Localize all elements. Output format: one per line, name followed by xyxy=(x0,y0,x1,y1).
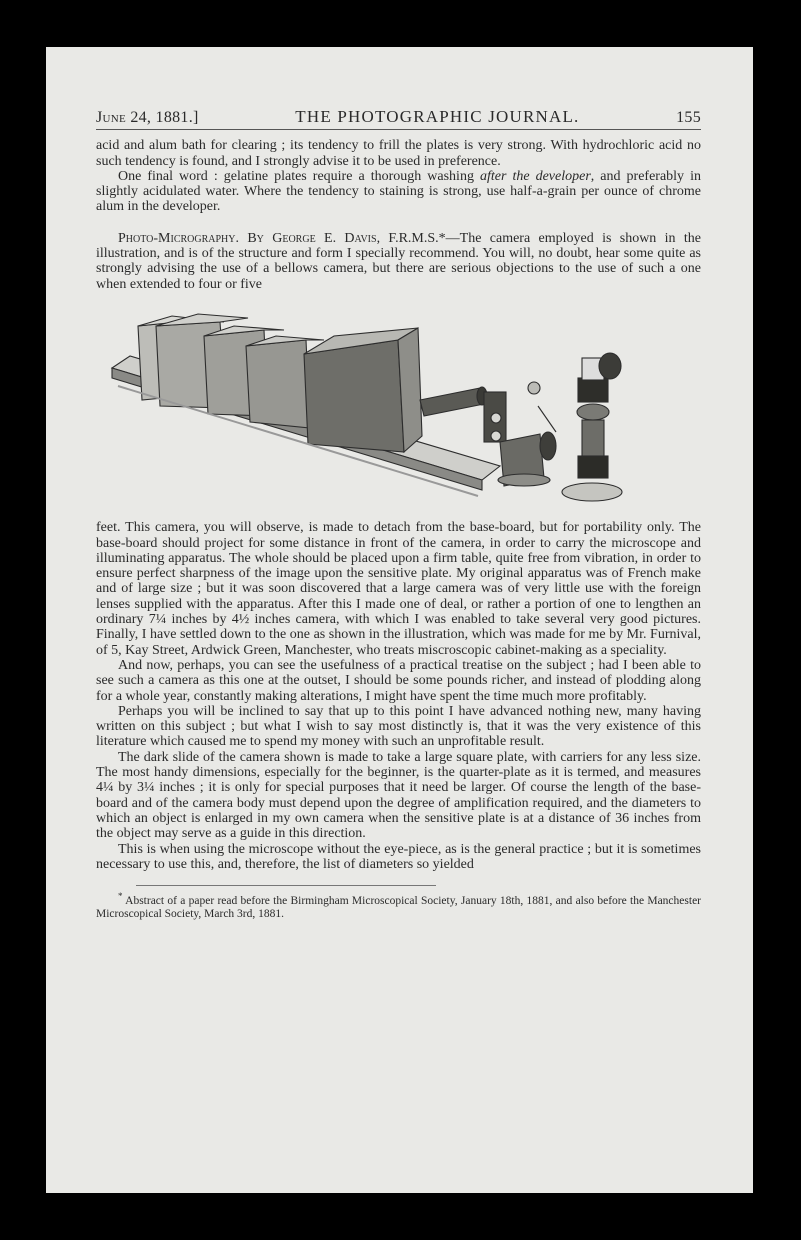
footnote-rule xyxy=(136,885,436,886)
footnote-mark: * xyxy=(118,891,123,902)
article-heading: Photo-Micrography. By George E. Davis, F.R.M.S.* xyxy=(118,230,446,246)
header-date: June 24, 1881.] xyxy=(96,109,199,126)
footnote xyxy=(96,890,701,921)
article-intro xyxy=(96,231,701,292)
paragraph-practical-treatise: And now, perhaps, you can see the usefulness of a practical treatise on the subject ; had I been able to see such a camera as this one at the outset, I should be some pounds richer, and instead of plodding along for a whole year, constantly making alterations, I might have spent the time much more profitably. xyxy=(96,657,701,704)
paragraph-detach: feet. This camera, you will observe, is made to detach from the base-board, but for portability only. The base-board should project for some distance in front of the camera, in order to carry the microscope and illuminating apparatus. The whole should be placed upon a firm table, quite free from vibration, in order to ensure perfect sharpness of the image upon the sensitive plate. My original apparatus was of French make and of large size ; but it was soon discovered that a large camera was of very little use with the foreign lenses supplied with the apparatus. After this I made one of deal, or rather a portion of one to lengthen an ordinary 7¼ inches by 4½ inches camera, with which I was enabled to take several very good pictures. Finally, I have settled down to the one as shown in the illustration, which was made for me by Mr. Furnival, of 5, Kay Street, Ardwick Green, Manchester, who treats miscroscopic cabinet-making as a speciality. xyxy=(96,520,701,658)
running-header xyxy=(96,109,701,130)
paragraph-dark-slide: The dark slide of the camera shown is made to take a large square plate, with carriers for any less size. The most handy dimensions, especially for the beginner, is the quarter-plate as it is termed, and measures 4¼ by 3¼ inches ; it is only for special purposes that it need be larger. Of course the length of the base-board and of the camera body must depend upon the degree of amplification required, and the diameters to which an object is enlarged in my own camera when the sensitive plate is at a distance of 36 inches from the object may serve as a guide in this direction. xyxy=(96,749,701,842)
paragraph-final-word xyxy=(96,169,701,215)
paragraph-nothing-new: Perhaps you will be inclined to say that up to this point I have advanced nothing new, many having written on this subject ; but what I wish to say most distinctly is, that it was the very existence of this literature which caused me to spend my money with such an unprofitable result. xyxy=(96,703,701,750)
journal-page xyxy=(46,47,753,1193)
page-content xyxy=(96,109,701,921)
final-word-text: One final word : gelatine plates require a thorough washing xyxy=(118,168,480,184)
emphasis-after-developer: after the developer xyxy=(479,168,591,184)
final-word-text-end: , and preferably in slightly acidulated water. Where the tendency to staining is strong, use half-a-grain per ounce of chrome alum in the developer. xyxy=(96,168,701,215)
paragraph-alum-bath: acid and alum bath for clearing ; its tendency to frill the plates is very strong. With hydrochloric acid no such tendency is found, and I strongly advise it to be used in preference. xyxy=(96,138,701,169)
article-lead: —The camera employed is shown in the illustration, and is of the structure and form I specially recommend. You will, no doubt, hear some quite as strongly advising the use of a bellows camera, but there are serious objections to the use of such a one when extended to four or five xyxy=(96,230,701,292)
camera-microscope-illustration xyxy=(108,296,668,512)
journal-title: THE PHOTOGRAPHIC JOURNAL. xyxy=(295,107,580,126)
paragraph-eye-piece: This is when using the microscope without the eye-piece, as is the general practice ; but it is sometimes necessary to use this, and, therefore, the list of diameters so yielded xyxy=(96,841,701,872)
page-number: 155 xyxy=(676,109,701,126)
footnote-text: Abstract of a paper read before the Birmingham Microscopical Society, January 18th, 1881, and also before the Manchester Microscopical Society, March 3rd, 1881. xyxy=(96,894,701,920)
